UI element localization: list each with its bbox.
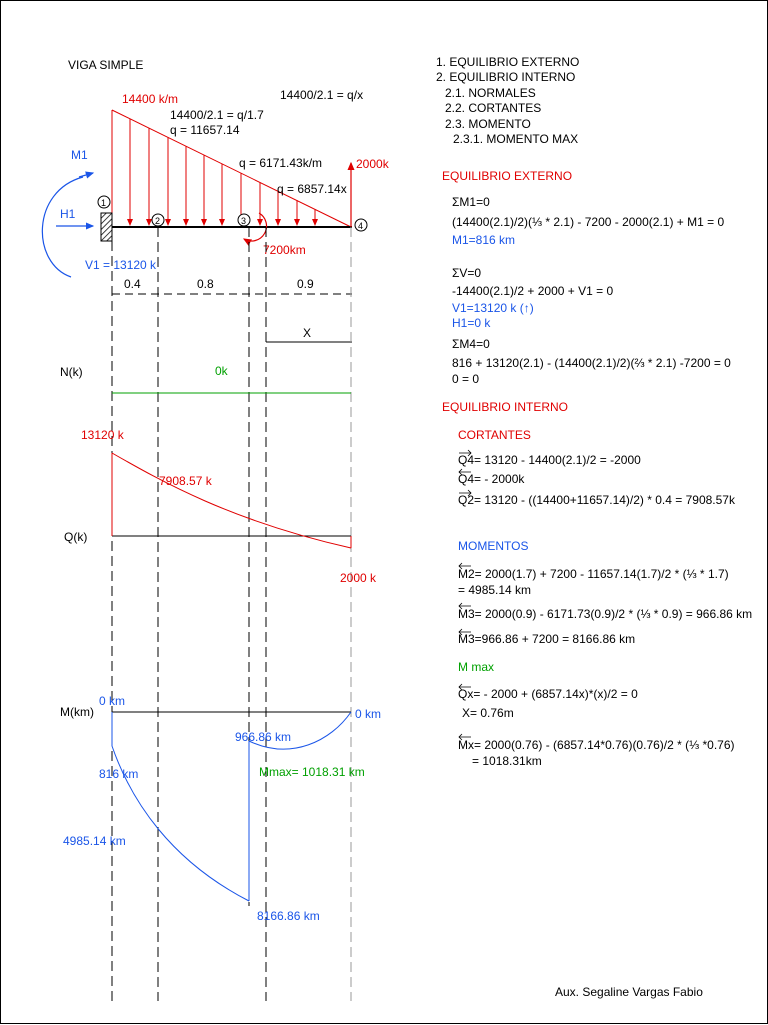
moment-load-label: 7200km	[263, 243, 306, 257]
shear-axis-label: Q(k)	[64, 530, 88, 544]
projection-lines	[112, 227, 351, 1001]
moment-axis-label: M(km)	[60, 705, 94, 719]
ext-res1: M1=816 km	[452, 233, 516, 247]
moment-diagram	[60, 694, 381, 923]
outline-2-3-1: 2.3.1. MOMENTO MAX	[453, 132, 579, 146]
beam-diagram	[42, 88, 389, 277]
shear-left-value: 13120 k	[81, 428, 124, 442]
outline-2-2: 2.2. CORTANTES	[445, 101, 542, 115]
shear-right-value: 2000 k	[340, 571, 377, 585]
ext-eq2: -14400(2.1)/2 + 2000 + V1 = 0	[452, 284, 614, 298]
int-m1b: = 4985.14 km	[458, 583, 532, 597]
int-momentos-header: MOMENTOS	[458, 539, 529, 553]
moment-8166: 8166.86 km	[257, 909, 320, 923]
int-x3: Mx= 2000(0.76) - (6857.14*0.76)(0.76)/2 * (⅓ *0.76)	[458, 738, 735, 752]
int-c3: Q2= 13120 - ((14400+11657.14)/2) * 0.4 = 7908.57k	[458, 493, 735, 507]
ext-sv: ΣV=0	[452, 266, 482, 280]
int-x4: = 1018.31km	[472, 754, 542, 768]
int-header: EQUILIBRIO INTERNO	[442, 400, 569, 414]
int-c2: Q4= - 2000k	[458, 472, 525, 486]
int-x2: X= 0.76m	[462, 706, 514, 720]
q1-line1: 14400/2.1 = q/1.7	[170, 108, 264, 122]
int-m2: M3= 2000(0.9) - 6171.73(0.9)/2 * (⅓ * 0.9) = 966.86 km	[458, 607, 753, 621]
moment-966: 966.86 km	[235, 730, 292, 744]
node-3: 3	[241, 216, 247, 226]
int-m3: M3=966.86 + 7200 = 8166.86 km	[458, 632, 636, 646]
outline	[436, 55, 579, 146]
int-x1: Qx= - 2000 + (6857.14x)*(x)/2 = 0	[458, 687, 638, 701]
internal-equilibrium	[442, 400, 752, 768]
int-mmax-header: M max	[458, 660, 494, 674]
point-load-label: 2000k	[356, 157, 389, 171]
int-m1: M2= 2000(1.7) + 7200 - 11657.14(1.7)/2 * (⅓ * 1.7)	[458, 567, 729, 581]
author-credit: Aux. Segaline Vargas Fabio	[555, 985, 703, 999]
shear-diagram	[64, 428, 377, 585]
h1-label: H1	[60, 207, 76, 221]
moment-4985: 4985.14 km	[63, 834, 126, 848]
page-title: VIGA SIMPLE	[68, 58, 144, 72]
node-1: 1	[101, 198, 107, 208]
moment-curve-left	[112, 712, 249, 901]
outline-1: 1. EQUILIBRIO EXTERNO	[436, 55, 580, 69]
moment-max: Mmax= 1018.31 km	[259, 765, 365, 779]
ext-eq1: (14400(2.1)/2)(⅓ * 2.1) - 7200 - 2000(2.1) + M1 = 0	[452, 215, 725, 229]
q3-label: q = 6857.14x	[277, 182, 347, 196]
x-label: X	[303, 326, 312, 340]
outline-2-3: 2.3. MOMENTO	[445, 117, 531, 131]
q1-line2: q = 11657.14	[170, 123, 240, 137]
v1-label: V1 = 13120 k	[85, 258, 157, 272]
ext-eq3: 816 + 13120(2.1) - (14400(2.1)/2)(⅔ * 2.1) -7200 = 0	[452, 356, 731, 370]
dimension-line	[112, 277, 352, 342]
dim-1: 0.4	[124, 277, 141, 291]
normal-diagram	[60, 364, 351, 393]
int-c1: Q4= 13120 - 14400(2.1)/2 = -2000	[458, 453, 641, 467]
moment-left-zero: 0 km	[99, 694, 126, 708]
load-intensity-label: 14400 k/m	[122, 92, 179, 106]
dim-2: 0.8	[197, 277, 214, 291]
ext-res3: H1=0 k	[452, 316, 491, 330]
m1-label: M1	[71, 148, 88, 162]
ext-res2: V1=13120 k (↑)	[452, 301, 534, 315]
node-4: 4	[358, 221, 364, 231]
ext-header: EQUILIBRIO EXTERNO	[442, 169, 573, 183]
node-2: 2	[155, 216, 161, 226]
moment-816: 816 km	[99, 767, 139, 781]
beam-analysis-sheet	[1, 1, 768, 1025]
q2-label: q = 6171.43k/m	[239, 156, 323, 170]
ext-sm4: ΣM4=0	[452, 337, 490, 351]
fixed-support	[101, 213, 112, 241]
m1-reaction-arc	[42, 177, 83, 277]
shear-curve	[112, 453, 351, 548]
external-equilibrium	[442, 169, 731, 386]
normal-axis-label: N(k)	[60, 365, 83, 379]
dim-3: 0.9	[297, 277, 314, 291]
outline-2: 2. EQUILIBRIO INTERNO	[436, 70, 576, 84]
shear-mid-value: 7908.57 k	[159, 474, 212, 488]
ext-sm1: ΣM1=0	[452, 195, 490, 209]
normal-value: 0k	[215, 364, 228, 378]
node-markers	[98, 196, 367, 231]
moment-right-zero: 0 km	[355, 707, 382, 721]
ext-eq3b: 0 = 0	[452, 372, 480, 386]
int-cortantes-header: CORTANTES	[458, 428, 531, 442]
ratio-label: 14400/2.1 = q/x	[280, 88, 364, 102]
outline-2-1: 2.1. NORMALES	[445, 86, 536, 100]
